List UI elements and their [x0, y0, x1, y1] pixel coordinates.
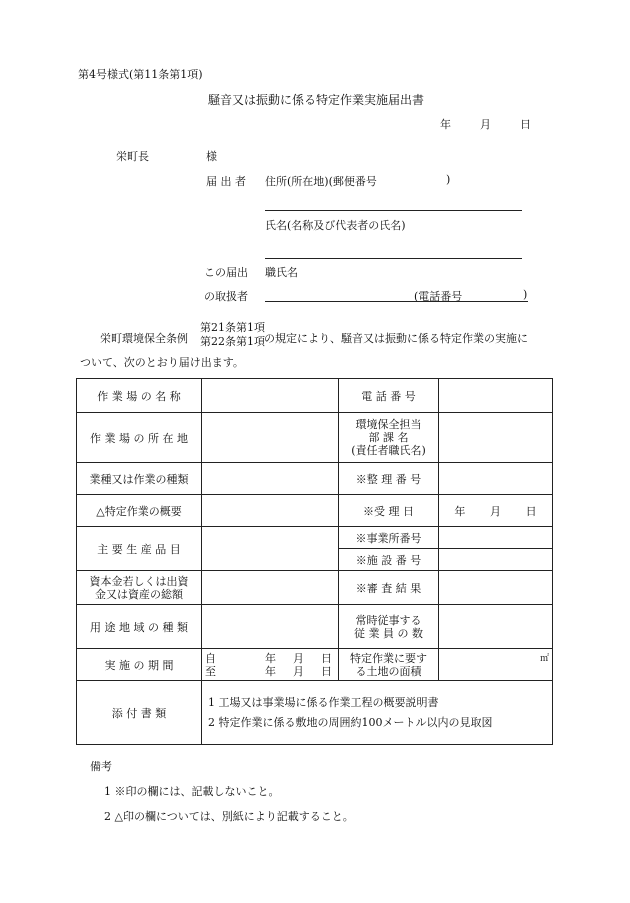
note-item: 1 ※印の欄には、記載しないこと。: [104, 785, 280, 798]
business-type-value[interactable]: [202, 463, 339, 495]
document-title: 騒音又は振動に係る特定作業実施届出書: [208, 93, 425, 107]
notifier-address-close: ): [446, 173, 451, 186]
ordinance-name: 栄町環境保全条例: [100, 332, 188, 345]
workplace-location-label: 作 業 場 の 所 在 地: [77, 413, 202, 463]
notifier-address-label: 住所(所在地)(郵便番号: [265, 175, 377, 188]
receipt-month: 月: [489, 504, 501, 518]
submission-date: [440, 116, 531, 132]
capital-label: 資本金若しくは出資 金又は資産の総額: [77, 571, 202, 605]
employees-value[interactable]: [439, 605, 553, 649]
employees-label: 常時従事する 従 業 員 の 数: [339, 605, 439, 649]
period-value[interactable]: 自 年 月 日 至 年 月 日: [202, 649, 339, 681]
period-label: 実 施 の 期 間: [77, 649, 202, 681]
addressee-honorific: 様: [206, 150, 217, 163]
env-officer-value[interactable]: [439, 413, 553, 463]
notifier-name-label: 氏名(名称及び代表者の氏名): [265, 219, 406, 232]
receipt-year: 年: [454, 504, 466, 518]
ref-number-label: ※整 理 番 号: [339, 463, 439, 495]
phone-number-label: 電 話 番 号: [339, 379, 439, 413]
receipt-date-value[interactable]: [439, 495, 553, 527]
main-products-label: 主 要 生 産 品 目: [77, 527, 202, 571]
notifier-label: 届 出 者: [206, 175, 246, 188]
facility-number-label: ※施 設 番 号: [339, 549, 439, 571]
env-officer-label: 環境保全担当 部 課 名 (責任者職氏名): [339, 413, 439, 463]
phone-number-value[interactable]: [439, 379, 553, 413]
zoning-label: 用 途 地 域 の 種 類: [77, 605, 202, 649]
form-number: 第4号様式(第11条第1項): [78, 68, 203, 81]
attachments-label: 添 付 書 類: [77, 681, 202, 745]
date-month: 月: [480, 118, 491, 131]
workplace-name-label: 作 業 場 の 名 称: [77, 379, 202, 413]
handler-phone-label: (電話番号: [414, 290, 463, 303]
receipt-day: 日: [525, 504, 537, 518]
address-underline: [265, 210, 522, 211]
handler-position-label: 職氏名: [265, 266, 298, 279]
ref-number-value[interactable]: [439, 463, 553, 495]
attachment-list: [202, 681, 553, 745]
facility-number-value[interactable]: [439, 549, 553, 571]
note-item: 2 △印の欄については、別紙により記載すること。: [104, 810, 354, 823]
capital-value[interactable]: [202, 571, 339, 605]
date-year: 年: [440, 118, 451, 131]
handler-phone-close: ): [523, 288, 528, 301]
article-stack: [200, 321, 265, 349]
land-area-value[interactable]: [439, 649, 553, 681]
article-22: 第22条第1項: [200, 335, 265, 348]
handler-label-1: この届出: [204, 266, 248, 279]
main-products-value[interactable]: [202, 527, 339, 571]
handler-label-2: の取扱者: [204, 290, 248, 303]
office-number-value[interactable]: [439, 527, 553, 549]
workplace-location-value[interactable]: [202, 413, 339, 463]
business-type-label: 業種又は作業の種類: [77, 463, 202, 495]
workplace-name-value[interactable]: [202, 379, 339, 413]
body-text-line2: ついて、次のとおり届け出ます。: [80, 356, 244, 369]
review-result-value[interactable]: [439, 571, 553, 605]
attachment-item: 1 工場又は事業場に係る作業工程の概要説明書: [208, 695, 439, 709]
notification-form-table: [76, 378, 553, 745]
article-21: 第21条第1項: [200, 321, 265, 334]
attachment-item: 2 特定作業に係る敷地の周囲約100メートル以内の見取図: [208, 715, 493, 729]
work-overview-value[interactable]: [202, 495, 339, 527]
area-unit: ㎡: [539, 654, 549, 664]
office-number-label: ※事業所番号: [339, 527, 439, 549]
notes-heading: 備考: [90, 760, 112, 773]
name-underline: [265, 258, 522, 259]
date-day: 日: [520, 118, 531, 131]
land-area-label: 特定作業に要す る土地の面積: [339, 649, 439, 681]
review-result-label: ※審 査 結 果: [339, 571, 439, 605]
receipt-date-label: ※受 理 日: [339, 495, 439, 527]
addressee-name: 栄町長: [116, 150, 149, 163]
handler-underline: [265, 301, 528, 302]
work-overview-label: △特定作業の概要: [77, 495, 202, 527]
body-text-suffix: の規定により、騒音又は振動に係る特定作業の実施に: [264, 332, 528, 345]
zoning-value[interactable]: [202, 605, 339, 649]
